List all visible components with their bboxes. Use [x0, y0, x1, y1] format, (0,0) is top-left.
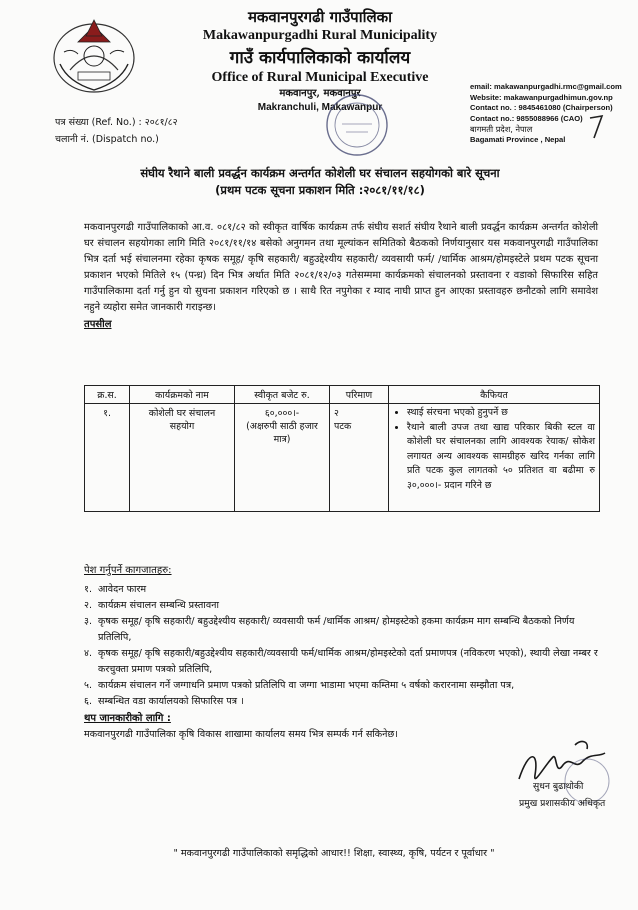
nepal-emblem-icon — [48, 12, 140, 98]
item-number: ३. — [84, 616, 93, 627]
item-number: २. — [84, 600, 93, 611]
list-item — [84, 614, 604, 646]
list-item — [84, 646, 604, 678]
office-stamp-icon — [322, 92, 392, 158]
location-np: मकवानपुर, मकवानपुर — [279, 88, 361, 99]
required-documents — [84, 563, 604, 743]
col-sn: क्र.स. — [85, 386, 130, 404]
notice-body — [84, 220, 598, 333]
website-text: Website: makawanpurgadhimun.gov.np — [470, 92, 613, 102]
item-number: ६. — [84, 696, 93, 707]
cell-budget — [235, 404, 330, 512]
signatory-name: सुधन बुढाथोकी — [533, 781, 584, 792]
cell-remarks — [389, 404, 600, 512]
item-number: ४. — [84, 648, 93, 659]
cell-quantity — [330, 404, 389, 512]
program-table — [84, 385, 600, 512]
office-name-en: Office of Rural Municipal Executive — [211, 70, 429, 85]
list-item — [84, 678, 604, 694]
col-quantity: परिमाण — [330, 386, 389, 404]
item-number: १. — [84, 584, 93, 595]
col-remarks: कैफियत — [389, 386, 600, 404]
notice-title-line1: संघीय रैथाने बाली प्रवर्द्धन कार्यक्रम अन्तर्गत कोशेली घर संचालन सहयोगको बारे सूचना — [140, 166, 500, 180]
list-item — [84, 598, 604, 614]
table-row — [85, 404, 600, 512]
item-text: कृषक समूह/ कृषि सहकारी/बहुउद्देश्यीय सहकारी/व्यवसायी फर्म/धार्मिक आश्रम/होमइस्टेको दर्ता प्रमाणपत्र (नविकरण भएको), स्थायी लेखा नम्बर र करचुक्ता प्रमाण पत्रको प्रतिलिपि, — [98, 648, 598, 675]
municipality-name-np: मकवानपुरगढी गाउँपालिका — [247, 8, 393, 26]
item-text: कृषक समूह/ कृषि सहकारी/ बहुउद्देश्यीय सहकारी/ व्यवसायी फर्म /धार्मिक आश्रम/ होमइस्टेको हकमा कार्यक्रम माग सम्बन्धि बैठकको निर्णय प्रतिलिपि, — [98, 616, 575, 643]
cell-sn: १. — [85, 404, 130, 512]
handwritten-mark-icon — [584, 112, 608, 142]
remark-item: • रैथाने बाली उपज तथा खाद्य परिकार बिकी स्टल वा कोशेली घर संचालनका लागि आवश्यक रेयाक/ सोकेश लगायत अन्य आवश्यक सामग्रीहरु खरिद गर्नका लागि प्रति पटक कुल लागतको ५० प्रतिशत वा बढीमा रु ३०,०००।- प्रदान गरिने छ — [407, 421, 595, 494]
program-line2: सहयोग — [169, 421, 195, 432]
handwritten-signature-icon — [505, 735, 635, 805]
province-np: बागमती प्रदेश, नेपाल — [470, 124, 533, 135]
col-budget: स्वीकृत बजेट रु. — [235, 386, 330, 404]
body-paragraph: मकवानपुरगढी गाउँपालिकाको आ.व. ०८१/८२ को स्वीकृत वार्षिक कार्यक्रम तर्फ संघीय सशर्त संघीय रैथाने बाली प्रवर्द्धन कार्यक्रम अन्तर्गत कोशेली घर संचालन सहयोगका लागि मिति २०८१/११/१४ बसेको अनुगमन तथा मूल्यांकन समितिको बैठकको निर्णयानुसार यस मकवानपुरगढी गाउँपालिका भित्र दर्ता भई संचालनमा रहेका कृषक समूह/ कृषि सहकारी/ बहुउद्देश्यीय सहकारी/ व्यवसायी फर्म/ /धार्मिक आश्रम/होमइस्टेले प्रथम पटक सूचना प्रकाशन भएको मितिले १५ (पन्ध्र) दिन भित्र अर्थात मिति २०८१/१२/०३ गतेसम्ममा कार्यक्रमको संचालनको प्रस्तावना र वडाको सिफारिस सहित गाउँपालिकामा दर्ता गर्नु हुन यो सुचना प्रकाशन गरिएको छ । साथै रित नपुगेका र म्याद नाघी प्राप्त हुन आएका प्रस्तावहरु छनौटको लागि समावेश नहुने व्यहोरा समेत जानकारी गराइन्छ। — [84, 222, 598, 313]
remark-item: • स्थाई संरचना भएको हुनुपर्ने छ — [407, 406, 595, 421]
quantity-line1: २ — [334, 408, 339, 419]
item-text: सम्बन्धित वडा कार्यालयको सिफारिस पत्र । — [98, 696, 244, 707]
ref-number: पत्र संख्या (Ref. No.) : २०८१/८२ — [55, 117, 178, 128]
location-en: Makranchuli, Makawanpur — [257, 102, 383, 113]
office-name-np: गाउँ कार्यपालिकाको कार्यालय — [229, 48, 411, 68]
contact-cao: Contact no.: 9855088966 (CAO) — [470, 113, 583, 123]
item-text: आवेदन फारम — [98, 584, 147, 595]
signatory-title: प्रमुख प्रशासकीय अधिकृत — [519, 798, 606, 809]
letterhead — [150, 8, 490, 115]
dispatch-number: चलानी नं. (Dispatch no.) — [55, 134, 159, 145]
program-line1: कोशेली घर संचालन — [148, 408, 216, 419]
reference-block — [55, 114, 178, 148]
budget-line1: ६०,०००।- — [264, 408, 300, 419]
quantity-line2: पटक — [334, 421, 352, 432]
contact-chairperson: Contact no. : 9845461080 (Chairperson) — [470, 103, 613, 113]
documents-heading: पेश गर्नुपर्ने कागजातहरु: — [84, 565, 172, 576]
footer-slogan: " मकवानपुरगढी गाउँपालिकाको समृद्धिको आधार!! शिक्षा, स्वास्थ्य, कृषि, पर्यटन र पूर्वाधार " — [173, 848, 495, 859]
item-text: कार्यक्रम संचालन सम्बन्धि प्रस्तावना — [98, 600, 219, 611]
notice-title — [60, 165, 580, 199]
details-heading: तपसील — [84, 319, 112, 330]
list-item — [84, 582, 604, 598]
budget-line2: (अक्षरुपी साठी हजार — [246, 421, 318, 432]
col-program: कार्यक्रमको नाम — [130, 386, 235, 404]
table-header-row — [85, 386, 600, 404]
province-en: Bagamati Province , Nepal — [470, 134, 566, 144]
municipality-name-en: Makawanpurgadhi Rural Municipality — [202, 28, 438, 43]
notice-title-line2: (प्रथम पटक सूचना प्रकाशन मिति :२०८१/११/१८) — [215, 183, 425, 197]
budget-line3: मात्र) — [273, 434, 291, 445]
more-info-text: मकवानपुरगढी गाउँपालिका कृषि विकास शाखामा कार्यालय समय भित्र सम्पर्क गर्न सकिनेछ। — [84, 729, 398, 740]
item-text: कार्यक्रम संचालन गर्ने जग्गाधनि प्रमाण पत्रको प्रतिलिपि वा जग्गा भाडामा भएमा कम्तिमा ५ वर्षको करारनामा सम्झौता पत्र, — [98, 680, 515, 691]
item-number: ५. — [84, 680, 93, 691]
more-info-heading: थप जानकारीको लागि : — [84, 713, 171, 724]
list-item — [84, 694, 604, 710]
cell-program — [130, 404, 235, 512]
email-text: email: makawanpurgadhi.rmc@gmail.com — [470, 82, 622, 91]
